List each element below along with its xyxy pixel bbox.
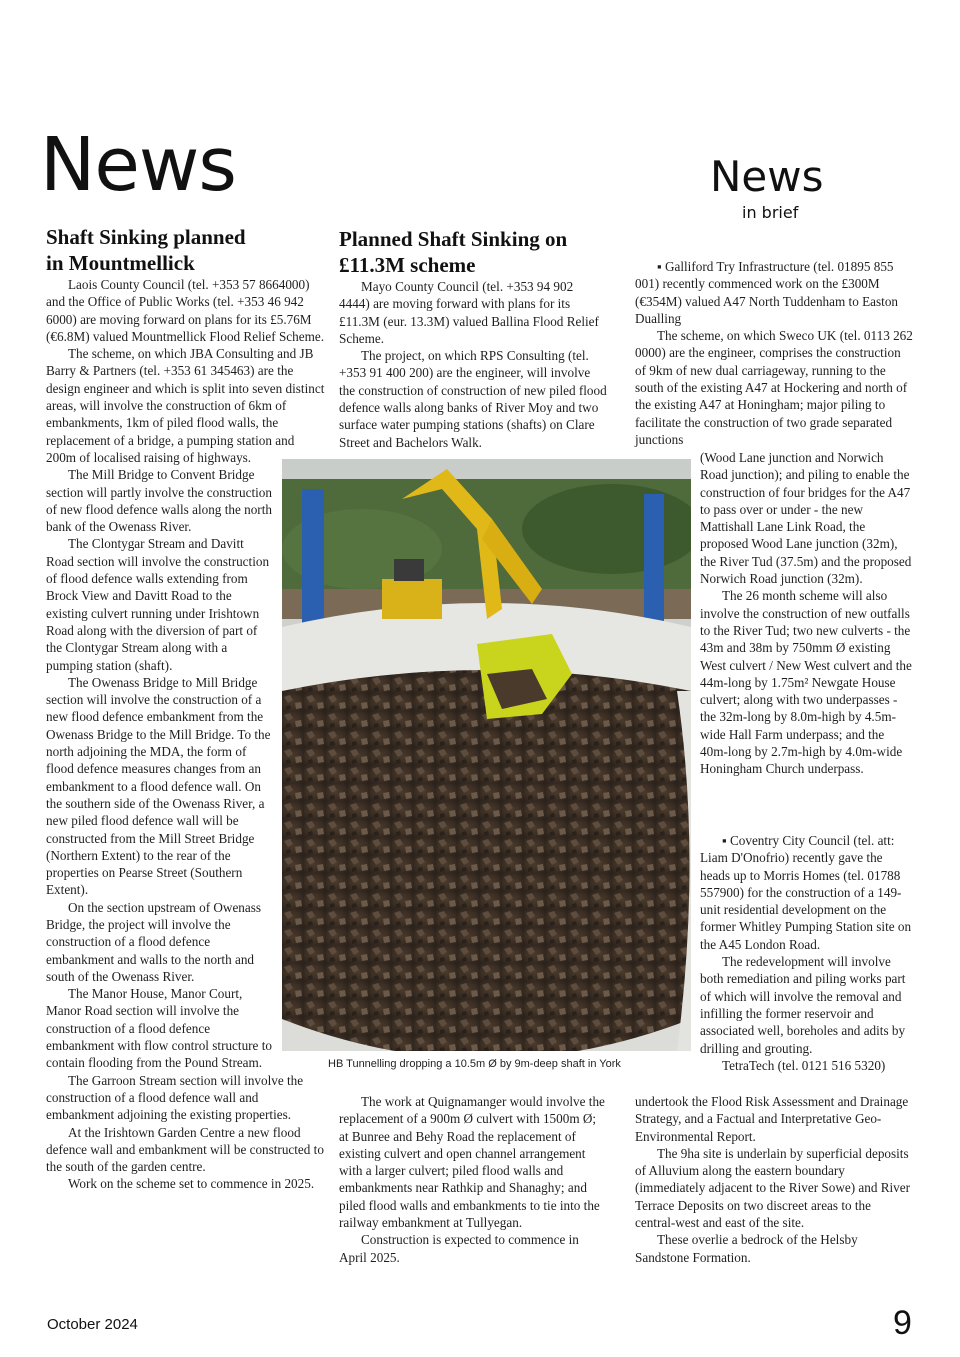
paragraph: The Mill Bridge to Convent Bridge section will partly involve the construction of new flood defence walls along the north bank of the Owenass River. [46, 467, 272, 535]
news-in-brief-title: News [710, 152, 824, 201]
article-ballina [339, 226, 607, 451]
paragraph: Construction is expected to commence in April 2025. [339, 1232, 579, 1265]
issue-date: October 2024 [47, 1316, 138, 1333]
paragraph: undertook the Flood Risk Assessment and Drainage Strategy, and a Factual and Interpretative Geo-Environmental Report. [635, 1094, 909, 1144]
shaft-photo [282, 459, 691, 1051]
paragraph: Work on the scheme set to commence in 2025. [68, 1176, 315, 1192]
paragraph: The Manor House, Manor Court, Manor Road section will involve the construction of a flood defence embankment with flow control structure to contain flooding from the Pound Stream. [46, 986, 272, 1071]
news-in-brief-subtitle: in brief [742, 203, 799, 222]
article-ballina-continued [339, 1093, 607, 1266]
paragraph: Laois County Council (tel. +353 57 8664000) and the Office of Public Works (tel. +353 46 942 6000) are moving forward on plans for its £5.76M (€6.8M) valued Mountmellick Flood Relief Scheme. [46, 277, 324, 344]
paragraph: ▪ Coventry City Council (tel. att: Liam D'Onofrio) recently gave the heads up to Morris Homes (tel. 01788 557900) for the construction of a 149-unit residential development on the former Whitley Pumping Station site on the A45 London Road. [700, 833, 912, 952]
paragraph: The 26 month scheme will also involve the construction of new outfalls to the River Tud; two new culverts - the 43m and 38m by 750mm Ø existing West culvert / New West culvert and the 44m-long by 1.75m² Newgate House culvert; along with two underpasses - the 32m-long by 8.0m-high by 4.5m-wide Hall Farm underpass; and the 40m-long by 2.7m-high by 4.0m-wide Honingham Church underpass. [700, 588, 912, 777]
brief-galliford-continued [700, 449, 913, 778]
paragraph: The redevelopment will involve both remediation and piling works part of which will involve the removal and infilling the former reservoir and associated well, boreholes and adits by drilling and grouting. [700, 954, 906, 1056]
paragraph: The Clontygar Stream and Davitt Road section will involve the construction of flood defence walls extending from Brock View and Davitt Road to the existing culvert running under Irishtown Road along with the diversion of part of the Clontygar Stream along with a pumping station (shaft). [46, 536, 270, 673]
photo-caption: HB Tunnelling dropping a 10.5m Ø by 9m-deep shaft in York [328, 1058, 621, 1070]
paragraph: The Garroon Stream section will involve the construction of a flood defence wall and embankment adjoining the existing properties. [46, 1072, 304, 1123]
page-number: 9 [893, 1304, 912, 1342]
paragraph: The scheme, on which JBA Consulting and JB Barry & Partners (tel. +353 61 345463) are the design engineer and which is split into seven distinct areas, will involve the construction of 6km of embankments, 1km of piled flood walls, the replacement of a bridge, a pumping station and 200m of localised raising of highways. [46, 346, 325, 465]
paragraph: Mayo County Council (tel. +353 94 902 4444) are moving forward with plans for its £11.3M (eur. 13.3M) valued Ballina Flood Relief Scheme. [339, 279, 599, 346]
page-title: News [40, 122, 236, 208]
headline-ballina: Planned Shaft Sinking on £11.3M scheme [339, 227, 568, 277]
paragraph: (Wood Lane junction and Norwich Road junction); and piling to enable the construction of four bridges for the A47 to pass over or under - the new Mattishall Lane Link Road, the proposed Wood Lane junction (32m), the River Tud (37.5m) and the proposed Norwich Road junction (32m). [700, 450, 912, 587]
paragraph: These overlie a bedrock of the Helsby Sandstone Formation. [635, 1232, 858, 1265]
paragraph: The project, on which RPS Consulting (tel. +353 91 400 200) are the engineer, will involve the construction of construction of new piled flood defence walls along banks of River Moy and two surface water pumping stations (shafts) on Clare Street and Bachelors Walk. [339, 348, 607, 450]
paragraph: The work at Quignamanger would involve the replacement of a 900m Ø culvert with 1500m Ø; at Bunree and Behy Road the replacement of existing culvert and open channel arrangement with a larger culvert; piled flood walls and embankments near Rathkip and Shanaghy; and piled flood walls and embankments to tie into the railway embankment at Tullyegan. [339, 1094, 605, 1231]
paragraph: ▪ Galliford Try Infrastructure (tel. 01895 855 001) recently commenced work on the £300M (€354M) valued A47 North Tuddenham to Easton Dualling [635, 259, 899, 326]
brief-galliford [635, 258, 913, 448]
paragraph: At the Irishtown Garden Centre a new flood defence wall and embankment will be constructed to the south of the garden centre. [46, 1124, 324, 1175]
paragraph: The 9ha site is underlain by superficial deposits of Alluvium along the eastern boundary (immediately adjacent to the River Sowe) and River Terrace Deposits on two discreet areas to the central-west and east of the site. [635, 1145, 911, 1231]
brief-coventry [700, 832, 913, 1074]
paragraph: TetraTech (tel. 0121 516 5320) [722, 1057, 886, 1073]
shaft-excavation-image [282, 459, 691, 1051]
brief-coventry-continued [635, 1093, 913, 1266]
paragraph: The scheme, on which Sweco UK (tel. 0113 262 0000) are the engineer, comprises the construction of 9km of new dual carriageway, running to the south of the existing A47 at Hockering and north of the existing A47 at Honingham; major piling to facilitate the construction of two grade separated junctions [635, 328, 913, 447]
headline-mountmellick: Shaft Sinking planned in Mountmellick [46, 225, 246, 275]
paragraph: On the section upstream of Owenass Bridge, the project will involve the construction of a flood defence embankment and walls to the north and south of the Owenass River. [46, 899, 262, 984]
paragraph: The Owenass Bridge to Mill Bridge section will involve the construction of a new flood defence embankment from the Owenass Bridge to the Mill Bridge. To the north adjoining the MDA, the form of flood defence measures changes from an embankment to a flood defence wall. On the southern side of the Owenass River, a new piled flood defence wall will be constructed from the Mill Street Bridge (Northern Extent) to the rear of the properties on Pearse Street (Southern Extent). [46, 674, 271, 898]
